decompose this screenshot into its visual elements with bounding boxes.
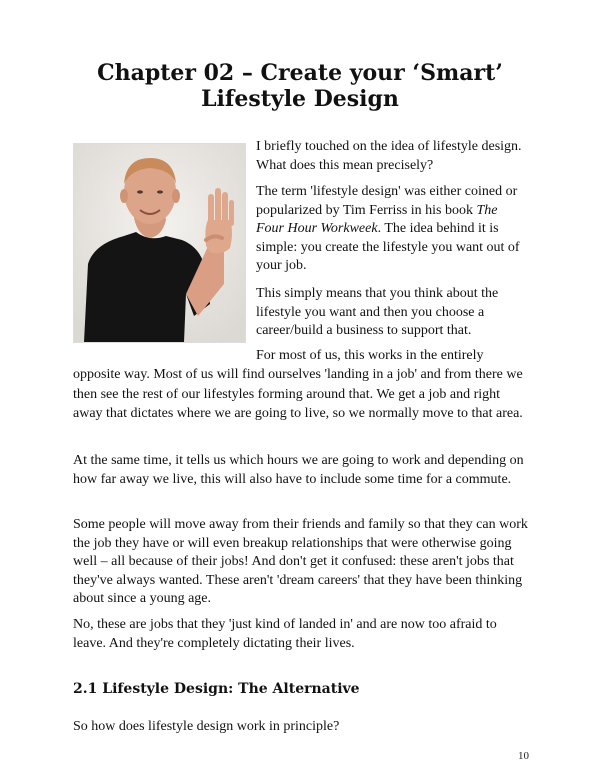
chapter-title-line-1: Chapter 02 – Create your ‘Smart’ xyxy=(97,60,503,86)
section-intro: So how does lifestyle design work in principle? xyxy=(73,719,340,734)
page-number: 10 xyxy=(518,750,529,762)
paragraph-ferriss-text-1: The term 'lifestyle design' was either coined or popularized by Tim Ferriss in his book xyxy=(256,184,518,218)
paragraph-relationships: Some people will move away from their friends and family so that they can work the job they have or will even breakup relationships that were otherwise going well – all because of their jobs! And don't get it confused: these aren't jobs that they've always wanted. These aren't 'dream careers' that they have been thinking about since a young age. xyxy=(73,517,528,606)
paragraph-commute: At the same time, it tells us which hours we are going to work and depending on how far away we live, this will also have to include some time for a commute. xyxy=(73,453,524,487)
paragraph-landed: No, these are jobs that they 'just kind of landed in' and are now too afraid to leave. And they're completely dictating their lives. xyxy=(73,617,497,651)
section-heading: 2.1 Lifestyle Design: The Alternative xyxy=(73,681,360,697)
man-portrait-image xyxy=(74,144,245,342)
paragraph-most-of-us-first-line: For most of us, this works in the entirely xyxy=(256,348,484,363)
paragraph-ferriss xyxy=(256,183,526,276)
paragraph-definition: This simply means that you think about the lifestyle you want and then you choose a career/build a business to support that. xyxy=(256,286,499,338)
author-photo xyxy=(73,143,246,343)
book-title: The Four Hour Workweek xyxy=(256,202,498,236)
paragraph-intro: I briefly touched on the idea of lifestyle design. What does this mean precisely? xyxy=(256,139,522,173)
chapter-title-line-2: Lifestyle Design xyxy=(201,86,399,112)
paragraph-ferriss-text-2: . The idea behind it is simple: you create the lifestyle you want out of your job. xyxy=(256,221,520,273)
paragraph-most-of-us: opposite way. Most of us will find ourselves 'landing in a job' and from there we then see the rest of our lifestyles forming around that. We get a job and right away that dictates where we are going to live, so we normally move to that area. xyxy=(73,367,523,421)
chapter-title xyxy=(40,60,560,112)
